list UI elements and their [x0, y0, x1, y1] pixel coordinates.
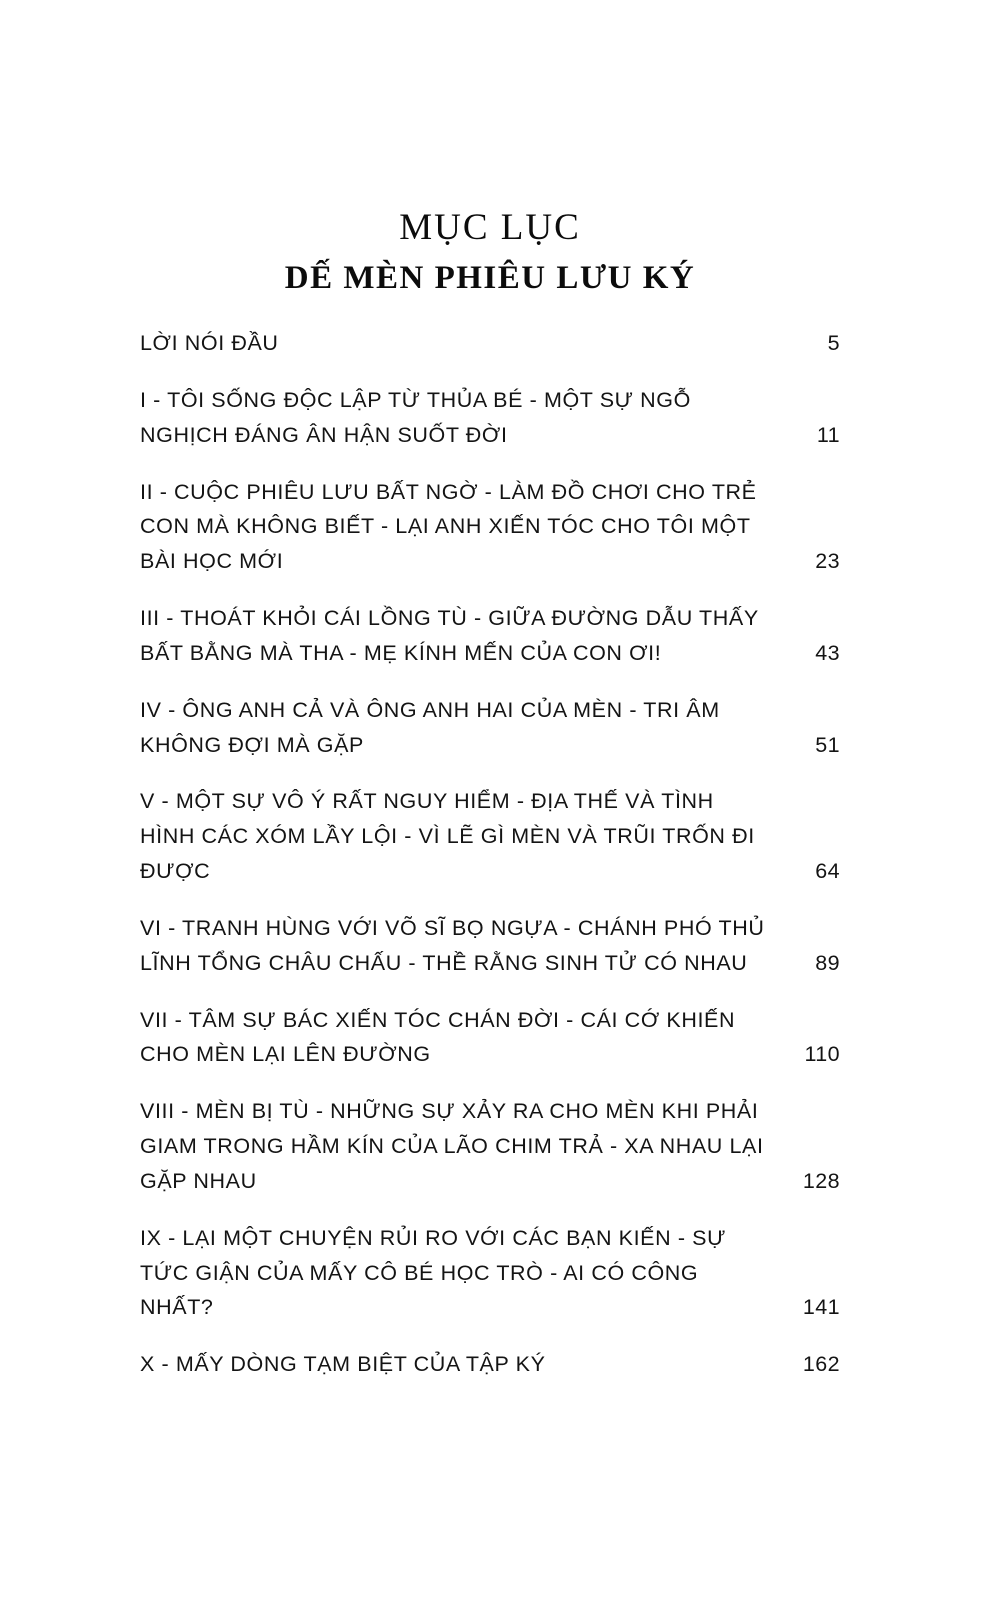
- toc-entry-title: VII - TÂM SỰ BÁC XIẾN TÓC CHÁN ĐỜI - CÁI CỚ KHIẾN CHO MÈN LẠI LÊN ĐƯỜNG: [140, 1007, 736, 1067]
- toc-entry[interactable]: [140, 693, 840, 763]
- toc-entry[interactable]: [140, 601, 840, 671]
- toc-entry-list: [140, 326, 840, 1382]
- toc-entry-title: II - CUỘC PHIÊU LƯU BẤT NGỜ - LÀM ĐỒ CHƠI CHO TRẺ CON MÀ KHÔNG BIẾT - LẠI ANH XIẾN TÓC CHO TÔI MỘT BÀI HỌC MỚI: [140, 479, 757, 574]
- toc-entry[interactable]: [140, 1003, 840, 1073]
- toc-entry[interactable]: [140, 911, 840, 981]
- toc-entry-title: VIII - MÈN BỊ TÙ - NHỮNG SỰ XẢY RA CHO MÈN KHI PHẢI GIAM TRONG HẦM KÍN CỦA LÃO CHIM TRẢ - XA NHAU LẠI GẶP NHAU: [140, 1099, 764, 1193]
- toc-entry[interactable]: [140, 475, 840, 579]
- table-of-contents: [140, 205, 840, 1404]
- toc-entry-page: 5: [827, 331, 840, 356]
- toc-entry-page: 23: [815, 549, 840, 574]
- toc-entry[interactable]: [140, 1221, 840, 1325]
- toc-entry-title: III - THOÁT KHỎI CÁI LỒNG TÙ - GIỮA ĐƯỜNG DẪU THẤY BẤT BẰNG MÀ THA - MẸ KÍNH MẾN CỦA CON ƠI!: [140, 606, 759, 665]
- toc-entry-page: 51: [815, 732, 840, 757]
- toc-entry-title: IX - LẠI MỘT CHUYỆN RỦI RO VỚI CÁC BẠN KIẾN - SỰ TỨC GIẬN CỦA MẤY CÔ BÉ HỌC TRÒ - AI CÓ CÔNG NHẤT?: [140, 1225, 727, 1320]
- toc-entry-page: 43: [815, 640, 840, 665]
- toc-heading-block: [140, 205, 840, 300]
- toc-entry-page: 89: [815, 950, 840, 975]
- toc-entry-page: 64: [815, 859, 840, 884]
- toc-entry[interactable]: [140, 326, 840, 361]
- toc-entry-page: 128: [802, 1168, 840, 1193]
- toc-entry-title: V - MỘT SỰ VÔ Ý RẤT NGUY HIỂM - ĐỊA THẾ VÀ TÌNH HÌNH CÁC XÓM LẦY LỘI - VÌ LẼ GÌ MÈN VÀ TRŨI TRỐN ĐI ĐƯỢC: [140, 789, 755, 884]
- toc-entry[interactable]: [140, 383, 840, 453]
- toc-entry-page: 11: [816, 422, 840, 447]
- book-title: DẾ MÈN PHIÊU LƯU KÝ: [284, 260, 696, 297]
- toc-entry-page: 162: [802, 1352, 840, 1377]
- toc-entry-page: 141: [802, 1295, 840, 1320]
- toc-entry-title: LỜI NÓI ĐẦU: [140, 331, 279, 356]
- toc-entry[interactable]: [140, 784, 840, 888]
- toc-entry[interactable]: [140, 1094, 840, 1198]
- toc-entry-title: VI - TRANH HÙNG VỚI VÕ SĨ BỌ NGỰA - CHÁNH PHÓ THỦ LĨNH TỔNG CHÂU CHẤU - THỀ RẰNG SINH TỬ CÓ NHAU: [140, 915, 765, 975]
- toc-entry-title: I - TÔI SỐNG ĐỘC LẬP TỪ THỦA BÉ - MỘT SỰ NGỖ NGHỊCH ĐÁNG ÂN HẬN SUỐT ĐỜI: [140, 387, 691, 447]
- toc-entry-title: X - MẤY DÒNG TẠM BIỆT CỦA TẬP KÝ: [140, 1352, 546, 1377]
- toc-entry-title: IV - ÔNG ANH CẢ VÀ ÔNG ANH HAI CỦA MÈN - TRI ÂM KHÔNG ĐỢI MÀ GẶP: [140, 697, 720, 757]
- toc-entry[interactable]: [140, 1347, 840, 1382]
- toc-entry-page: 110: [804, 1042, 840, 1067]
- page-title: MỤC LỤC: [399, 207, 581, 248]
